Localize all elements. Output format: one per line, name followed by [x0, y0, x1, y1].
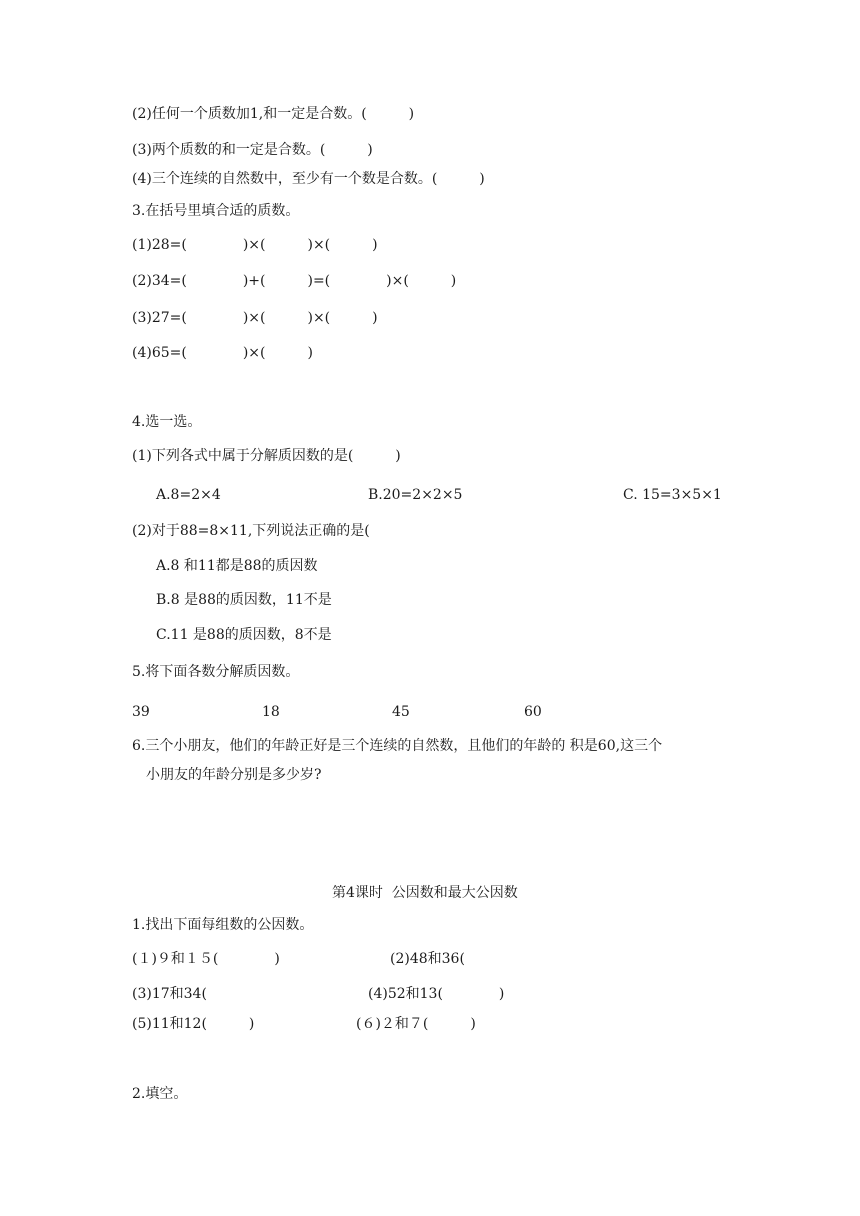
- fill-item-4: (4)65=( )×( ): [132, 345, 313, 361]
- factor-number-2: 18: [262, 704, 280, 720]
- lesson-q1-heading: 1.找出下面每组数的公因数。: [132, 917, 314, 933]
- factor-number-1: 39: [132, 704, 150, 720]
- fill-item-2: (2)34=( )+( )=( )×( ): [132, 273, 457, 289]
- judge-item-3: (3)两个质数的和一定是合数。( ): [132, 142, 373, 158]
- judge-item-4: (4)三个连续的自然数中，至少有一个数是合数。( ): [132, 171, 485, 187]
- factor-number-4: 60: [524, 704, 542, 720]
- judge-item-2: (2)任何一个质数加1,和一定是合数。( ): [132, 106, 415, 122]
- section-4-heading: 4.选一选。: [132, 414, 202, 430]
- word-problem-line-1: 6.三个小朋友，他们的年龄正好是三个连续的自然数，且他们的年龄的 积是60,这三个: [132, 738, 663, 754]
- word-problem-line-2: 小朋友的年龄分别是多少岁?: [146, 767, 322, 783]
- factor-number-3: 45: [392, 704, 410, 720]
- common-factor-item-2: (2)48和36(: [390, 951, 465, 967]
- choice-1-option-a: A.8=2×4: [156, 487, 221, 503]
- fill-item-3: (3)27=( )×( )×( ): [132, 310, 378, 326]
- common-factor-item-1: (１)９和１５( ): [132, 951, 280, 967]
- common-factor-item-5: (5)11和12( ): [132, 1016, 255, 1032]
- choice-2-option-a: A.8 和11都是88的质因数: [156, 558, 318, 574]
- choice-1-option-b: B.20=2×2×5: [368, 487, 463, 503]
- lesson-q2-heading: 2.填空。: [132, 1086, 188, 1102]
- choice-question-1: (1)下列各式中属于分解质因数的是( ): [132, 448, 401, 464]
- common-factor-item-4: (4)52和13( ): [368, 986, 505, 1002]
- choice-1-option-c: C. 15=3×5×1: [623, 487, 722, 503]
- section-5-heading: 5.将下面各数分解质因数。: [132, 664, 300, 680]
- common-factor-item-6: (６)２和７( ): [356, 1016, 476, 1032]
- section-3-heading: 3.在括号里填合适的质数。: [132, 203, 300, 219]
- choice-question-2: (2)对于88=8×11,下列说法正确的是(: [132, 523, 370, 539]
- fill-item-1: (1)28=( )×( )×( ): [132, 237, 378, 253]
- choice-2-option-c: C.11 是88的质因数，8不是: [156, 627, 332, 643]
- lesson-title: 第4课时 公因数和最大公因数: [332, 885, 518, 901]
- choice-2-option-b: B.8 是88的质因数，11不是: [156, 592, 332, 608]
- common-factor-item-3: (3)17和34(: [132, 986, 207, 1002]
